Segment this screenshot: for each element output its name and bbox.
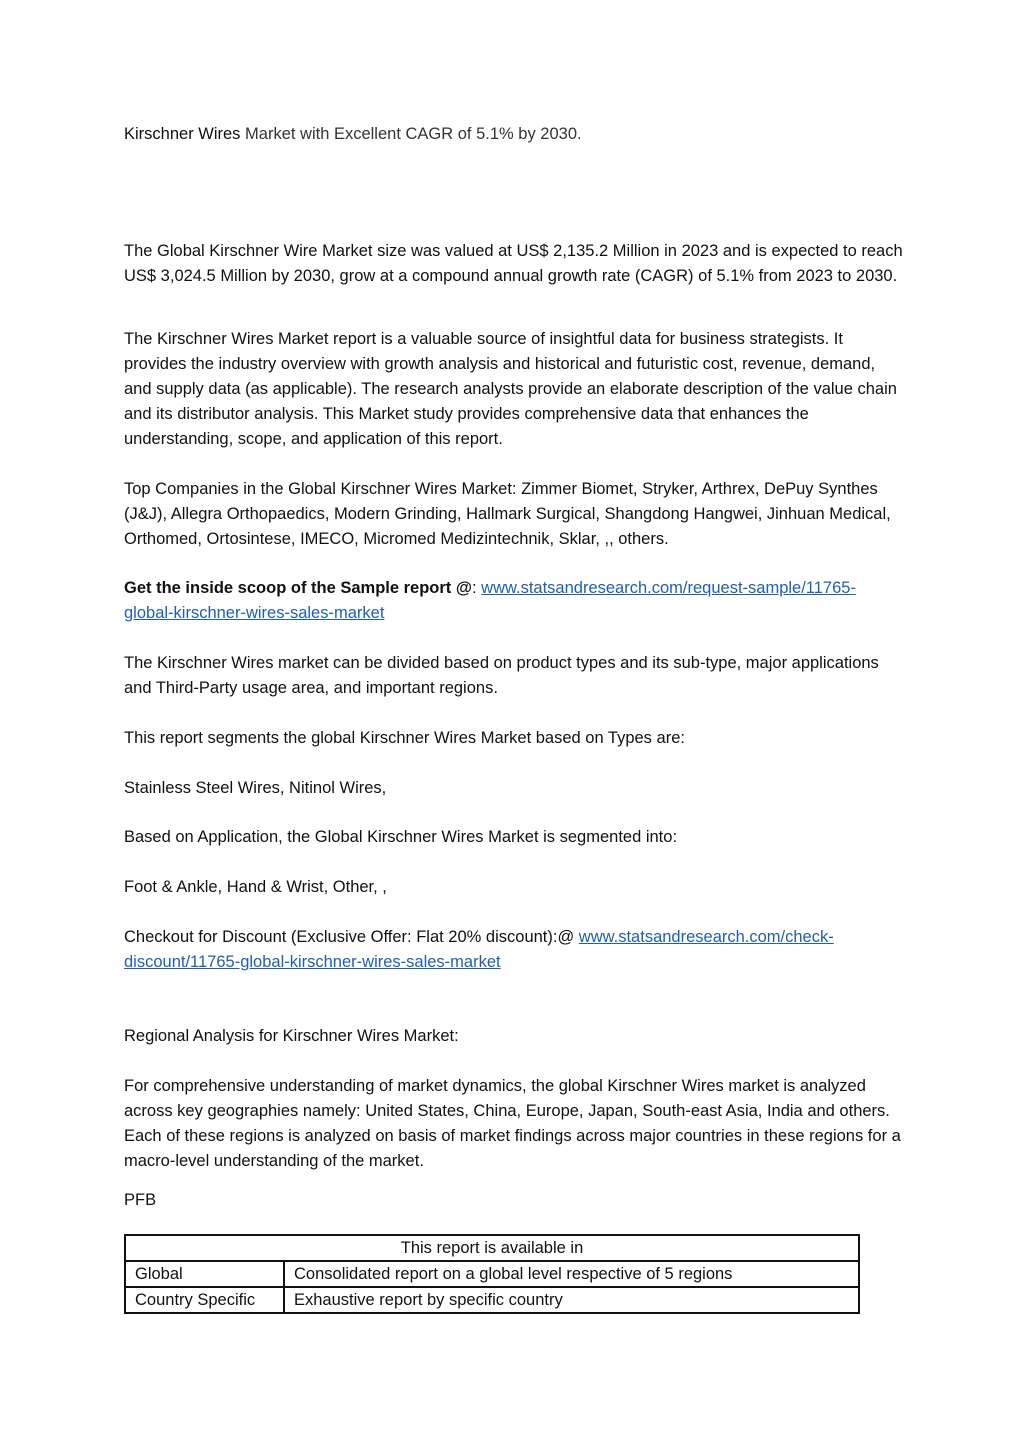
table-cell-description: Consolidated report on a global level respective of 5 regions: [284, 1261, 859, 1287]
companies-paragraph: Top Companies in the Global Kirschner Wires Market: Zimmer Biomet, Stryker, Arthrex, DePuy Synthes (J&J), Allegra Orthopaedics, Modern Grinding, Hallmark Surgical, Shangdong Hangwei, Jinhuan Medical, Orthomed, Ortosintese, IMECO, Micromed Medizintechnik, Sklar, ,, others.: [124, 480, 891, 548]
application-intro: Based on Application, the Global Kirschner Wires Market is segmented into:: [124, 828, 678, 846]
table-header-row: [125, 1235, 859, 1261]
title-keyword: Kirschner Wires: [124, 125, 241, 143]
overview-paragraph: The Kirschner Wires Market report is a valuable source of insightful data for business strategists. It provides the industry overview with growth analysis and historical and futuristic cost, revenue, demand, and supply data (as applicable). The research analysts provide an elaborate description of the value chain and its distributor analysis. This Market study provides comprehensive data that enhances the understanding, scope, and application of this report.: [124, 330, 897, 448]
types-list: Stainless Steel Wires, Nitinol Wires,: [124, 779, 387, 797]
intro-paragraph: The Global Kirschner Wire Market size was valued at US$ 2,135.2 Million in 2023 and is expected to reach US$ 3,024.5 Million by 2030, grow at a compound annual growth rate (CAGR) of 5.1% from 2023 to 2030.: [124, 242, 903, 285]
table-cell-type: Country Specific: [125, 1287, 284, 1313]
table-cell-description: Exhaustive report by specific country: [284, 1287, 859, 1313]
division-paragraph: The Kirschner Wires market can be divided based on product types and its sub-type, major applications and Third-Party usage area, and important regions.: [124, 654, 879, 697]
discount-paragraph: [124, 925, 904, 975]
pfb-label: PFB: [124, 1191, 157, 1209]
sample-request-paragraph: [124, 576, 904, 626]
discount-link[interactable]: www.statsandresearch.com/check-discount/11765-global-kirschner-wires-sales-market: [124, 928, 834, 971]
table-row: [125, 1287, 859, 1313]
title-rest: Market with Excellent CAGR of 5.1% by 2030.: [240, 125, 582, 143]
discount-label: Checkout for Discount (Exclusive Offer: Flat 20% discount):@: [124, 928, 579, 946]
types-intro: This report segments the global Kirschner Wires Market based on Types are:: [124, 729, 685, 747]
availability-table: [124, 1234, 860, 1314]
document-title: [124, 122, 904, 147]
sample-request-link[interactable]: www.statsandresearch.com/request-sample/11765-global-kirschner-wires-sales-market: [124, 579, 856, 622]
sample-request-separator: :: [471, 579, 482, 597]
table-cell-type: Global: [125, 1261, 284, 1287]
table-header-cell: This report is available in: [125, 1235, 859, 1261]
sample-request-label: Get the inside scoop of the Sample report @: [124, 579, 472, 597]
application-list: Foot & Ankle, Hand & Wrist, Other, ,: [124, 878, 387, 896]
regional-paragraph: For comprehensive understanding of market dynamics, the global Kirschner Wires market is analyzed across key geographies namely: United States, China, Europe, Japan, South-east Asia, India and others. Each of these regions is analyzed on basis of market findings across major countries in these regions for a macro-level understanding of the market.: [124, 1077, 901, 1170]
regional-heading: Regional Analysis for Kirschner Wires Market:: [124, 1027, 459, 1045]
table-row: [125, 1261, 859, 1287]
